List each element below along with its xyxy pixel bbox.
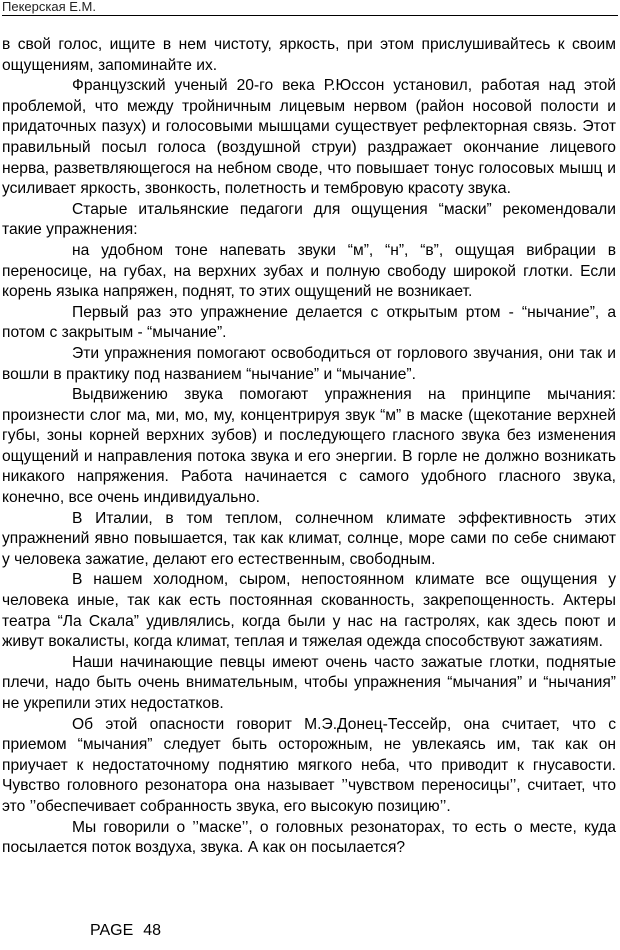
paragraph: Эти упражнения помогают освободиться от горлового звучания, они так и вошли в практику под названием “нычание” и “мычание”.	[2, 344, 616, 383]
paragraph: на удобном тоне напевать звуки “м”, “н”, “в”, ощущая вибрации в переносице, на губах, на верхних зубах и полную свободу широкой глотки. Если корень языка напряжен, поднят, то этих ощущений не возникает.	[2, 241, 616, 301]
paragraph: Первый раз это упражнение делается с открытым ртом - “нычание”, а потом с закрытым - “мычание”.	[2, 303, 616, 342]
page-body	[2, 35, 616, 859]
paragraph: В нашем холодном, сыром, непостоянном климате все ощущения у человека иные, так как есть постоянная скованность, закрепощенность. Актеры театра “Ла Скала” удивлялись, когда были у нас на гастролях, как здесь поют и живут вокалисты, когда климат, теплая и тяжелая одежда способствуют зажатиям.	[2, 571, 616, 651]
paragraph: Об этой опасности говорит М.Э.Донец-Тессейр, она считает, что с приемом “мычания” следует быть осторожным, не увлекаясь им, так как он приучает к недостаточному поднятию мягкого неба, что приводит к гнусавости. Чувство головного резонатора она называет ’’чувством переносицы’’, считает, что это ’’обеспечивает собранность звука, его высокую позицию’’.	[2, 715, 616, 815]
header-author: Пекерская Е.М.	[2, 0, 96, 14]
paragraph: В Италии, в том теплом, солнечном климате эффективность этих упражнений явно повышается, так как климат, солнце, море сами по себе снимают у человека зажатие, делают его естественным, свободным.	[2, 509, 616, 568]
paragraph: Старые итальянские педагоги для ощущения “маски” рекомендовали такие упражнения:	[2, 200, 616, 239]
page-footer	[90, 921, 171, 941]
paragraph: Выдвижению звука помогают упражнения на принципе мычания: произнести слог ма, ми, мо, му, концентрируя звук “м” в маске (щекотание верхней губы, зоны корней верхних зубов) и последующего гласного звука без изменения ощущений и направления потока звука и его энергии. В горле не должно возникать никакого напряжения. Работа начинается с самого удобного гласного звука, конечно, все очень индивидуально.	[2, 386, 616, 507]
paragraph: Наши начинающие певцы имеют очень часто зажатые глотки, поднятые плечи, надо быть очень внимательным, чтобы упражнения “мычания” и “нычания” не укрепили этих недостатков.	[2, 653, 616, 712]
paragraph: в свой голос, ищите в нем чистоту, яркость, при этом прислушивайтесь к своим ощущениям, запоминайте их.	[2, 36, 616, 74]
page-number: 48	[143, 922, 162, 939]
page-label: PAGE	[90, 922, 134, 939]
paragraph: Французский ученый 20-го века Р.Юссон установил, работая над этой проблемой, что между тройничным лицевым нервом (район носовой полости и придаточных пазух) и голосовыми мышцами существует рефлекторная связь. Этот правильный посыл голоса (воздушной струи) раздражает окончание лицевого нерва, разветвляющегося на небном своде, что повышает тонус голосовых мышц и усиливает яркость, звонкость, полетность и тембровую красоту звука.	[2, 77, 616, 198]
running-header	[2, 0, 618, 16]
paragraph: Мы говорили о ’’маске’’, о головных резонаторах, то есть о месте, куда посылается поток воздуха, звука. А как он посылается?	[2, 818, 616, 857]
